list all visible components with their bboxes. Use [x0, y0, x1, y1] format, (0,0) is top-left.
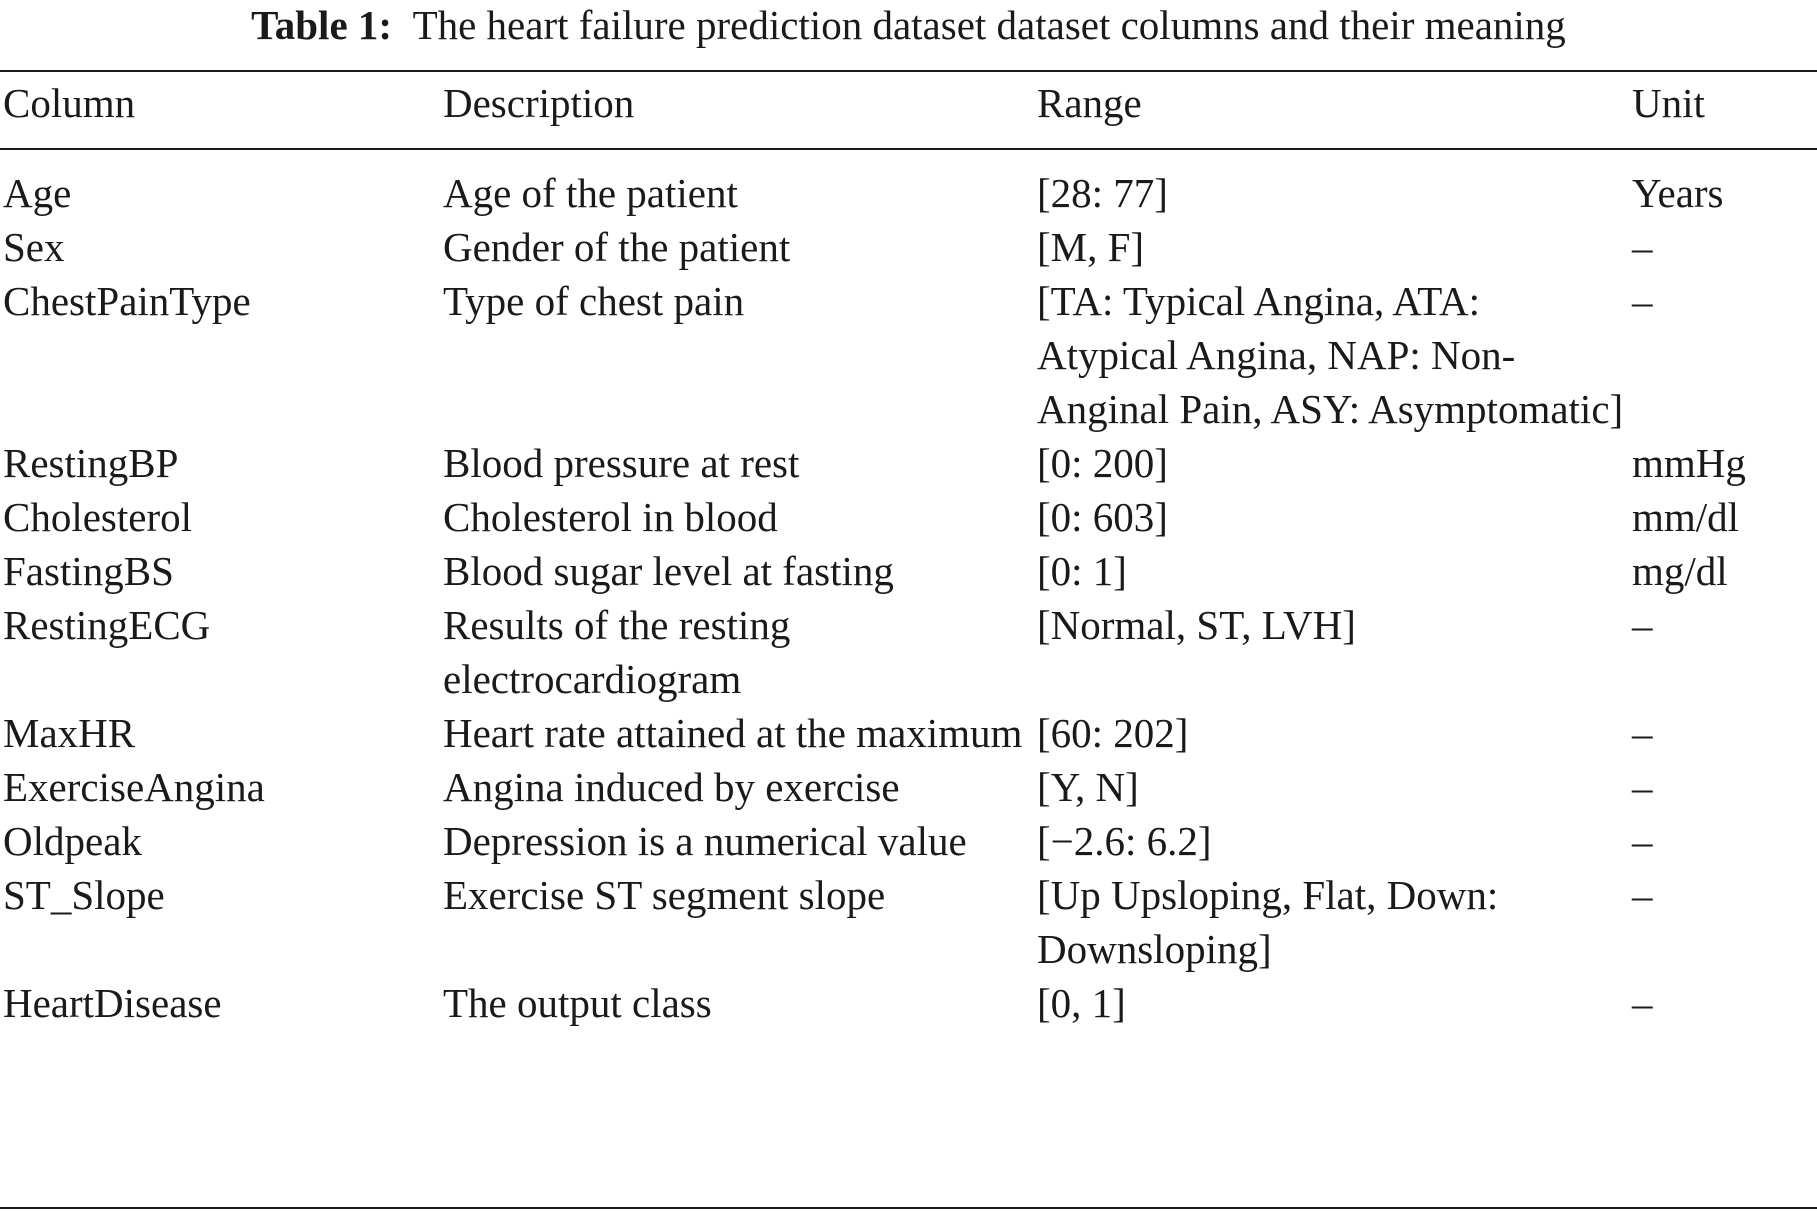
- cell-range: [TA: Typical Angina, ATA: Atypical Angina, NAP: Non-Anginal Pain, ASY: Asymptomatic]: [1037, 278, 1624, 432]
- cell-description: Type of chest pain: [443, 278, 745, 324]
- cell-description: Blood sugar level at fasting: [443, 548, 894, 594]
- header-description: Description: [443, 80, 635, 126]
- cell-range: [0: 200]: [1037, 440, 1168, 486]
- cell-range: [Y, N]: [1037, 764, 1139, 810]
- cell-range: [Up Upsloping, Flat, Down: Downsloping]: [1037, 872, 1499, 972]
- table-row: [0, 706, 1817, 760]
- cell-description: Heart rate attained at the maximum: [443, 710, 1023, 756]
- cell-range: [28: 77]: [1037, 170, 1168, 216]
- header-range: Range: [1037, 80, 1142, 126]
- cell-unit: –: [1632, 278, 1653, 324]
- table-row: [0, 154, 1817, 220]
- cell-unit: –: [1632, 872, 1653, 918]
- cell-range: [Normal, ST, LVH]: [1037, 602, 1356, 648]
- cell-range: [60: 202]: [1037, 710, 1189, 756]
- caption-text: The heart failure prediction dataset dataset columns and their meaning: [412, 2, 1566, 48]
- table-row: [0, 274, 1817, 436]
- caption-label: Table 1:: [251, 2, 393, 48]
- cell-range: [0: 603]: [1037, 494, 1168, 540]
- cell-unit: –: [1632, 224, 1653, 270]
- cell-column: HeartDisease: [3, 980, 222, 1026]
- cell-description: Cholesterol in blood: [443, 494, 778, 540]
- cell-description: Depression is a numerical value: [443, 818, 967, 864]
- table-row: [0, 436, 1817, 490]
- cell-unit: Years: [1632, 170, 1724, 216]
- cell-column: RestingBP: [3, 440, 179, 486]
- table-row: [0, 490, 1817, 544]
- header-unit: Unit: [1632, 80, 1705, 126]
- cell-description: Age of the patient: [443, 170, 738, 216]
- cell-description: Angina induced by exercise: [443, 764, 900, 810]
- cell-column: Cholesterol: [3, 494, 193, 540]
- table-row: [0, 976, 1817, 1030]
- top-rule: [0, 70, 1817, 72]
- cell-range: [M, F]: [1037, 224, 1145, 270]
- cell-column: ST_Slope: [3, 872, 165, 918]
- cell-description: The output class: [443, 980, 712, 1026]
- bottom-rule: [0, 1207, 1817, 1209]
- table-row: [0, 868, 1817, 976]
- cell-unit: mmHg: [1632, 440, 1746, 486]
- cell-description: Results of the resting electrocardiogram: [443, 602, 791, 702]
- cell-unit: mg/dl: [1632, 548, 1728, 594]
- cell-column: ChestPainType: [3, 278, 251, 324]
- cell-unit: mm/dl: [1632, 494, 1740, 540]
- cell-unit: –: [1632, 764, 1653, 810]
- cell-column: Age: [3, 170, 72, 216]
- table-row: [0, 760, 1817, 814]
- table-row: [0, 220, 1817, 274]
- table-caption: [0, 0, 1817, 50]
- cell-column: Oldpeak: [3, 818, 142, 864]
- cell-column: MaxHR: [3, 710, 136, 756]
- header-column: Column: [3, 80, 136, 126]
- dataset-columns-table: [0, 76, 1817, 1030]
- cell-range: [0, 1]: [1037, 980, 1126, 1026]
- cell-column: RestingECG: [3, 602, 211, 648]
- cell-column: Sex: [3, 224, 65, 270]
- cell-description: Exercise ST segment slope: [443, 872, 886, 918]
- cell-description: Blood pressure at rest: [443, 440, 800, 486]
- table-row: [0, 598, 1817, 706]
- cell-column: FastingBS: [3, 548, 174, 594]
- cell-column: ExerciseAngina: [3, 764, 265, 810]
- cell-range: [−2.6: 6.2]: [1037, 818, 1212, 864]
- table-header-row: [0, 76, 1817, 154]
- table-row: [0, 544, 1817, 598]
- cell-unit: –: [1632, 818, 1653, 864]
- cell-description: Gender of the patient: [443, 224, 791, 270]
- table-row: [0, 814, 1817, 868]
- cell-unit: –: [1632, 710, 1653, 756]
- cell-range: [0: 1]: [1037, 548, 1127, 594]
- cell-unit: –: [1632, 980, 1653, 1026]
- cell-unit: –: [1632, 602, 1653, 648]
